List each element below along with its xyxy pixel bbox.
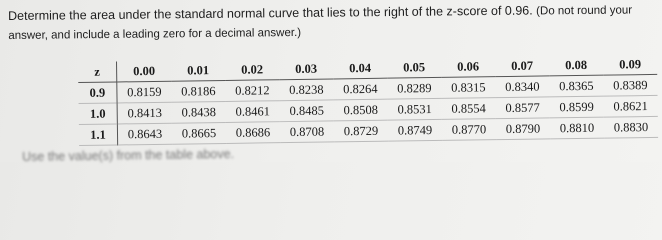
row-z-label: 0.9 xyxy=(78,82,117,104)
table-cell: 0.8461 xyxy=(235,103,270,119)
column-header: 0.04 xyxy=(333,58,387,79)
table-cell: 0.8264 xyxy=(343,81,378,96)
table-cell: 0.8238 xyxy=(289,82,324,97)
table-cell: 0.8749 xyxy=(397,122,433,138)
table-cell: 0.8212 xyxy=(235,82,270,98)
table-cell: 0.8186 xyxy=(181,83,216,99)
question-main: Determine the area under the standard normal curve that lies to the right of the z-score of 0.96. xyxy=(8,3,533,23)
table-cell: 0.8830 xyxy=(613,119,649,135)
z-table-container xyxy=(78,54,658,146)
table-cell: 0.8708 xyxy=(289,124,325,139)
z-table xyxy=(78,54,658,146)
column-header: 0.08 xyxy=(549,55,603,76)
table-cell: 0.8621 xyxy=(613,98,648,114)
column-header: 0.05 xyxy=(387,57,441,78)
row-z-label: 1.1 xyxy=(79,124,118,146)
column-header: 0.00 xyxy=(116,61,171,82)
table-cell: 0.8770 xyxy=(451,121,487,137)
table-cell: 0.8810 xyxy=(559,120,595,135)
column-header: 0.01 xyxy=(171,60,225,81)
column-header: 0.09 xyxy=(603,54,657,75)
table-cell: 0.8340 xyxy=(505,79,540,94)
table-cell: 0.8438 xyxy=(181,104,216,120)
column-header: 0.03 xyxy=(279,58,333,79)
table-cell: 0.8365 xyxy=(559,78,594,93)
column-header: 0.07 xyxy=(495,55,549,76)
table-cell: 0.8159 xyxy=(127,84,162,99)
table-cell: 0.8531 xyxy=(397,101,432,117)
table-cell: 0.8413 xyxy=(127,105,162,120)
table-cell: 0.8665 xyxy=(181,125,217,141)
table-cell: 0.8599 xyxy=(559,99,594,114)
z-column-header: z xyxy=(78,61,117,82)
column-header: 0.02 xyxy=(225,59,279,80)
table-cell: 0.8790 xyxy=(505,121,541,136)
table-cell: 0.8485 xyxy=(289,103,324,118)
table-cell: 0.8389 xyxy=(613,77,648,93)
question-text xyxy=(8,0,658,45)
table-cell: 0.8315 xyxy=(451,79,486,95)
table-cell: 0.8729 xyxy=(343,123,379,138)
instruction-text: Use the value(s) from the table above. xyxy=(22,147,235,164)
table-cell: 0.8508 xyxy=(343,102,378,117)
table-cell: 0.8643 xyxy=(127,126,163,141)
table-cell: 0.8289 xyxy=(397,80,432,96)
column-header: 0.06 xyxy=(441,56,495,77)
table-cell: 0.8686 xyxy=(235,124,271,140)
table-cell: 0.8577 xyxy=(505,100,540,115)
row-z-label: 1.0 xyxy=(79,103,118,125)
table-cell: 0.8554 xyxy=(451,100,486,116)
question-note: (Do not round your answer, and include a leading zero for a decimal answer.) xyxy=(8,4,633,42)
